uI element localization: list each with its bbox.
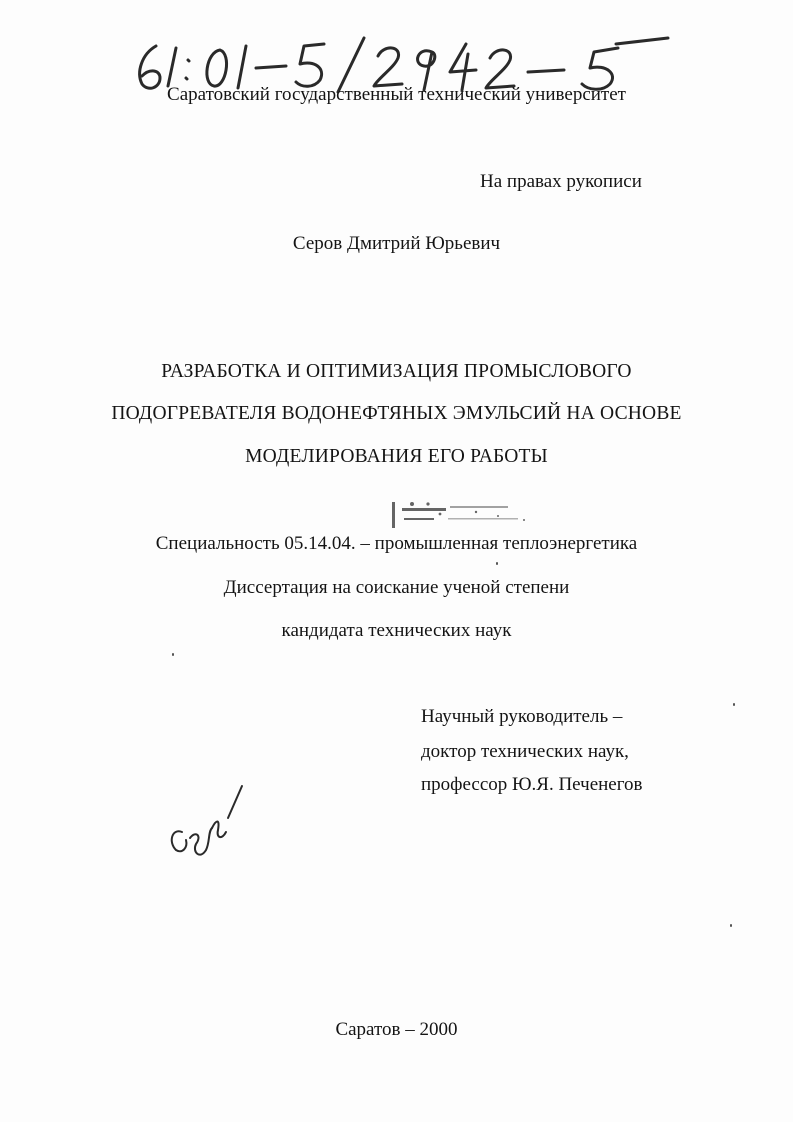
supervisor-line-2: доктор технических наук,: [421, 741, 629, 762]
title-line-3: МОДЕЛИРОВАНИЯ ЕГО РАБОТЫ: [245, 446, 548, 467]
scan-speck: [172, 653, 174, 656]
scan-speck: [730, 924, 732, 927]
specialty: Специальность 05.14.04. – промышленная теплоэнергетика: [155, 533, 638, 554]
scan-speck: [496, 562, 498, 565]
signature: [150, 780, 250, 880]
title-line-1: РАЗРАБОТКА И ОПТИМИЗАЦИЯ ПРОМЫСЛОВОГО: [161, 361, 632, 382]
rights-notice: На правах рукописи: [480, 171, 642, 192]
place-year: Саратов – 2000: [335, 1019, 458, 1040]
supervisor-line-1: Научный руководитель –: [421, 706, 623, 727]
title-line-2: ПОДОГРЕВАТЕЛЯ ВОДОНЕФТЯНЫХ ЭМУЛЬСИЙ НА ОСНОВЕ: [111, 403, 682, 424]
degree-line-2: кандидата технических наук: [281, 620, 512, 641]
degree-line-1: Диссертация на соискание ученой степени: [223, 577, 570, 598]
stamp-smudge: [388, 496, 548, 536]
scan-speck: [733, 703, 735, 706]
author-name: Серов Дмитрий Юрьевич: [292, 233, 501, 254]
university-name: Саратовский государственный технический университет: [167, 84, 626, 105]
supervisor-line-3: профессор Ю.Я. Печенегов: [421, 774, 643, 795]
